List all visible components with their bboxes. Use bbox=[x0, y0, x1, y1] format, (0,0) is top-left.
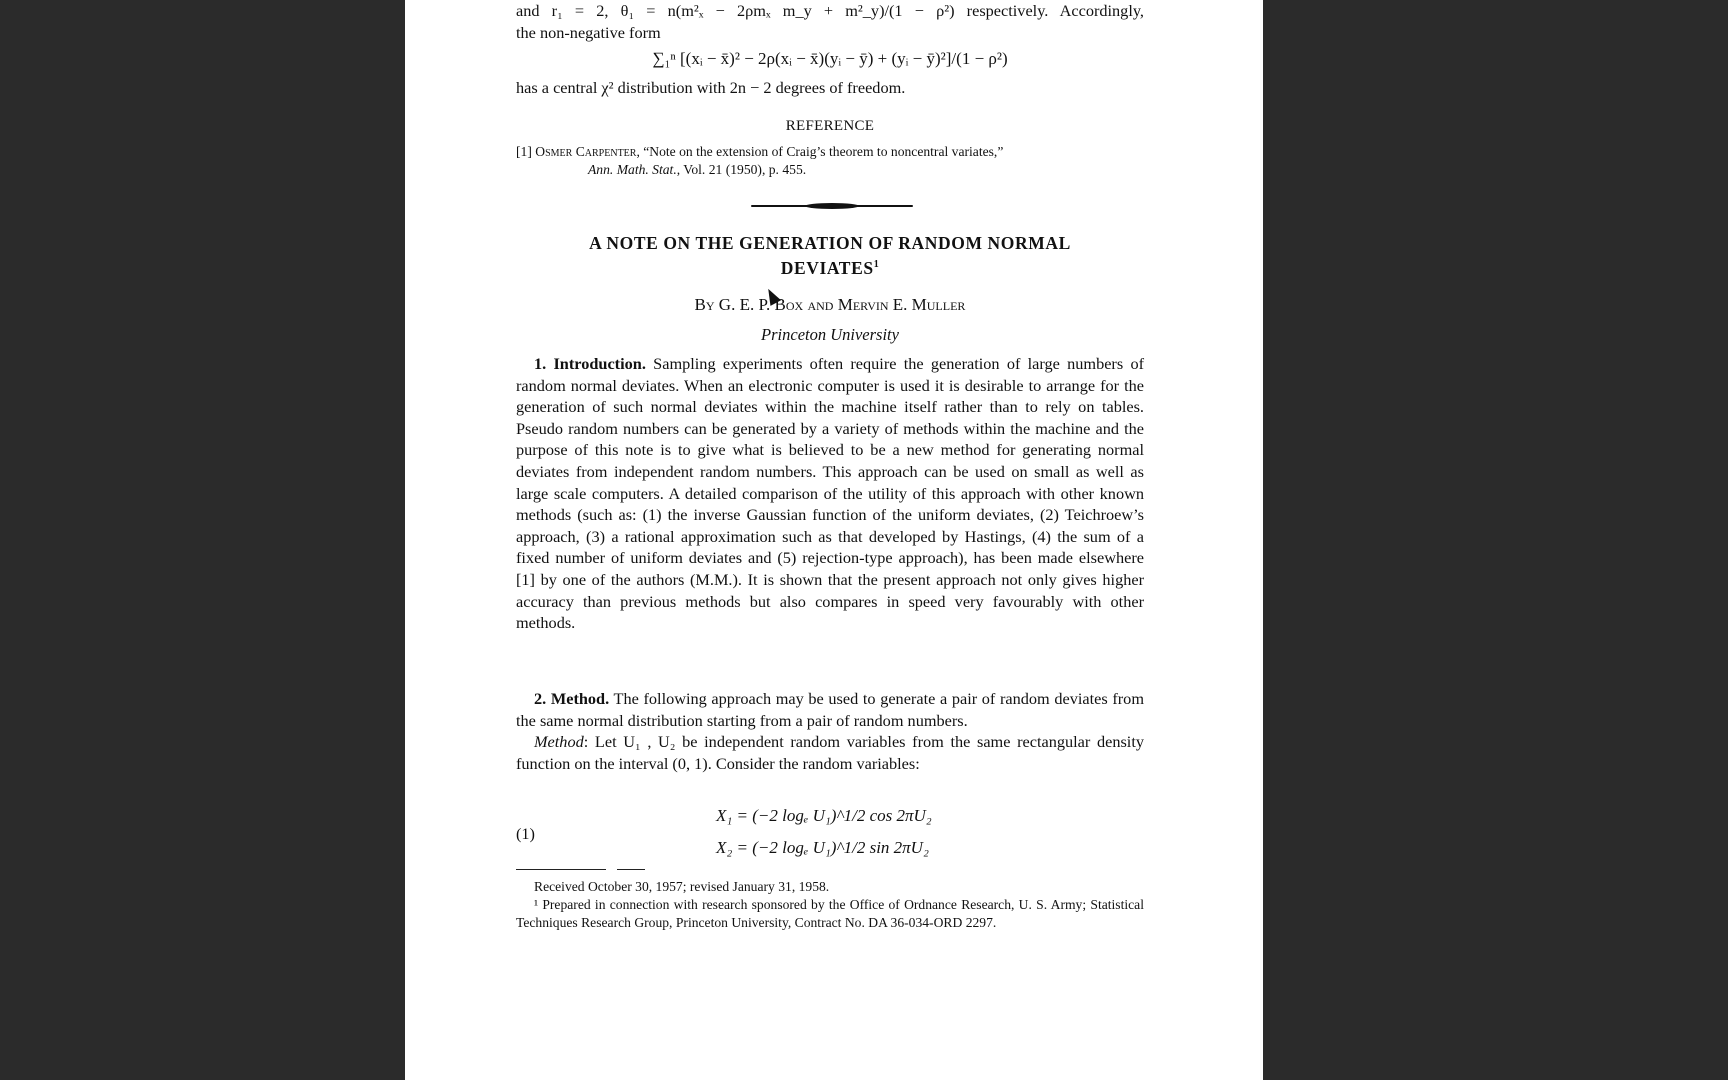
method-text: The following approach may be used to generate a pair of random deviates from the same normal distribution starting from a pair of random numbers. bbox=[516, 689, 1144, 730]
carryover-line-1: and r₁ = 2, θ₁ = n(m²ₓ − 2ρmₓ m_y + m²_y)/(1 − ρ²) respectively. Accordingly, bbox=[516, 1, 1144, 20]
reference-author: Osmer Carpenter bbox=[535, 144, 637, 159]
equation-number: (1) bbox=[516, 824, 535, 843]
carryover-line-2: the non-negative form bbox=[516, 22, 661, 42]
method-section bbox=[516, 688, 1144, 774]
reference-entry bbox=[516, 143, 1144, 179]
article-title: A NOTE ON THE GENERATION OF RANDOM NORMAL DEVIATES$^1$ bbox=[589, 233, 1071, 278]
reference-details: , Vol. 21 (1950), p. 455. bbox=[676, 162, 807, 177]
article-affiliation: Princeton University bbox=[761, 324, 899, 344]
chi-square-equation: ∑₁ⁿ [(xᵢ − x̄)² − 2ρ(xᵢ − x̄)(yᵢ − ȳ) + (yᵢ − ȳ)²]/(1 − ρ²) bbox=[652, 49, 1008, 69]
equation-x2: X₂ = (−2 logₑ U₁)^1/2 sin 2πU₂ bbox=[716, 838, 929, 857]
reference-journal: Ann. Math. Stat. bbox=[588, 162, 677, 177]
introduction-text: Sampling experiments often require the generation of large numbers of random normal deviates. When an electronic computer is used it is desirable to arrange for the generation of such normal deviates within the machine itself rather than to rely on tables. Pseudo random numbers can be generated by a variety of methods within the machine and the purpose of this note is to give what is believed to be a new method for generating normal deviates from independent random numbers. This approach can be used on small as well as large scale computers. A detailed comparison of the utility of this approach with other known methods (such as: (1) the inverse Gaussian function of the uniform deviates, (2) Teichroew’s approach, (3) a rational approximation such as that developed by Hastings, (4) the sum of a fixed number of uniform deviates and (5) rejection-type approach), has been made elsewhere [1] by one of the authors (M.M.). It is shown that the present approach not only gives higher accuracy than previous methods but also compares in speed very favourably with other methods. bbox=[516, 354, 1145, 633]
article-header bbox=[516, 232, 1144, 345]
method-definition-text: : Let U₁ , U₂ be independent random variables from the same rectangular density function on the interval (0, 1). Consider the random variables: bbox=[516, 732, 1144, 773]
carryover-line-3: has a central χ² distribution with 2n − 2 degrees of freedom. bbox=[516, 78, 906, 98]
method-definition bbox=[516, 731, 1144, 774]
document-page bbox=[405, 0, 1263, 1080]
reference-section bbox=[516, 118, 1144, 179]
method-label: Method bbox=[534, 732, 584, 752]
introduction-heading: 1. Introduction. bbox=[534, 354, 646, 373]
introduction-section bbox=[516, 353, 1144, 634]
article-byline: By G. E. P. Box and Mervin E. Muller bbox=[694, 294, 966, 314]
method-heading: 2. Method. bbox=[534, 689, 610, 708]
equation-x1: X₁ = (−2 logₑ U₁)^1/2 cos 2πU₂ bbox=[716, 806, 932, 825]
footnote-rule-short bbox=[617, 869, 645, 870]
carryover-section bbox=[516, 0, 1144, 99]
section-divider-ornament bbox=[805, 203, 859, 209]
funding-footnote: ¹ Prepared in connection with research sponsored by the Office of Ordnance Research, U. S. Army; Statistical Techniques Research Group, Princeton University, Contract No. DA 36-034-ORD 2297. bbox=[516, 897, 1144, 930]
introduction-paragraph bbox=[516, 353, 1144, 634]
footnote-rule bbox=[516, 869, 606, 870]
method-paragraph bbox=[516, 688, 1144, 731]
received-note: Received October 30, 1957; revised January 31, 1958. bbox=[534, 879, 830, 894]
footnotes-section bbox=[516, 878, 1144, 932]
equation-block bbox=[516, 806, 1144, 866]
reference-heading: REFERENCE bbox=[785, 118, 875, 134]
reference-title: , “Note on the extension of Craig’s theorem to noncentral variates,” bbox=[636, 144, 1004, 159]
title-footnote-mark: 1 bbox=[873, 259, 880, 270]
reference-number: [1] bbox=[516, 144, 532, 159]
